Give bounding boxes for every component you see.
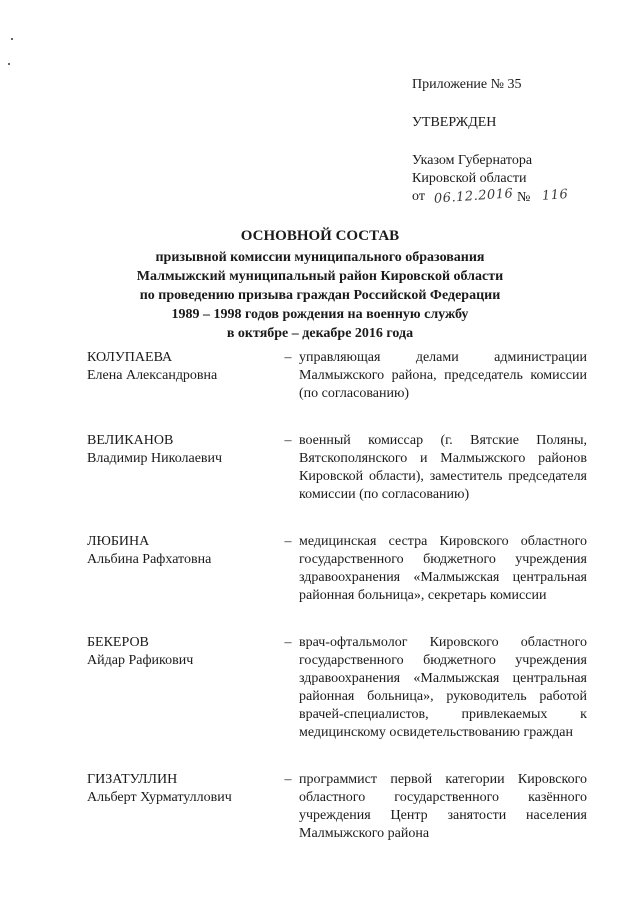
document-title [60, 226, 580, 343]
member-dash: – [284, 772, 292, 787]
member-name [87, 432, 277, 504]
handwritten-date: 06.12.2016 [433, 186, 514, 207]
member-dash: – [284, 635, 292, 650]
member-entry [87, 432, 587, 504]
decree-issuer-line2: Кировской области [412, 171, 527, 186]
member-given-names: Владимир Николаевич [87, 451, 223, 466]
member-surname: ЛЮБИНА [87, 534, 150, 549]
member-given-names: Альберт Хурматуллович [87, 790, 232, 805]
member-surname: ГИЗАТУЛЛИН [87, 772, 178, 787]
member-dash: – [284, 534, 292, 549]
decree-date-number [412, 188, 632, 208]
member-surname: БЕКЕРОВ [87, 635, 149, 650]
date-prefix: от [412, 189, 425, 204]
title-line: Малмыжский муниципальный район Кировской области [136, 269, 504, 284]
member-role: военный комиссар (г. Вятские Поляны, Вятскополянского и Малмыжского районов Кировской области), заместитель председателя комиссии (по согласованию) [299, 433, 587, 502]
member-role: медицинская сестра Кировского областного государственного бюджетного учреждения здравоохранения «Малмыжская центральная районная больница», секретарь комиссии [299, 534, 587, 603]
member-role: управляющая делами администрации Малмыжского района, председатель комиссии (по согласованию) [299, 350, 587, 401]
member-surname: КОЛУПАЕВА [87, 350, 173, 365]
member-entry [87, 533, 587, 605]
member-name [87, 634, 277, 742]
number-prefix: № [517, 190, 531, 205]
member-entry [87, 349, 587, 403]
title-line: призывной комиссии муниципального образования [155, 250, 485, 265]
member-given-names: Елена Александровна [87, 368, 218, 383]
member-surname: ВЕЛИКАНОВ [87, 433, 174, 448]
handwritten-number: 116 [541, 187, 569, 204]
member-name [87, 533, 277, 605]
member-name [87, 771, 277, 843]
title-main: ОСНОВНОЙ СОСТАВ [240, 228, 400, 244]
member-name [87, 349, 277, 403]
member-given-names: Айдар Рафикович [87, 653, 194, 668]
member-role: врач-офтальмолог Кировского областного государственного бюджетного учреждения здравоохранения «Малмыжская центральная районная больница», руководитель работой врачей-специалистов, привлекаемых к медицинскому освидетельствованию граждан [299, 635, 587, 740]
approved-label: УТВЕРЖДЕН [412, 115, 497, 130]
approval-block [412, 76, 632, 208]
title-line: в октябре – декабре 2016 года [226, 326, 414, 341]
title-line: 1989 – 1998 годов рождения на военную службу [171, 307, 469, 322]
member-dash: – [284, 433, 292, 448]
appendix-number: Приложение № 35 [412, 77, 522, 92]
member-entry [87, 634, 587, 742]
decree-issuer-line1: Указом Губернатора [412, 153, 533, 168]
member-entry [87, 771, 587, 843]
member-role: программист первой категории Кировского областного государственного казённого учреждения Центр занятости населения Малмыжского района [299, 772, 587, 841]
commission-members-list [87, 349, 587, 843]
title-line: по проведению призыва граждан Российской Федерации [139, 288, 501, 303]
member-given-names: Альбина Рафхатовна [87, 552, 212, 567]
member-dash: – [284, 350, 292, 365]
